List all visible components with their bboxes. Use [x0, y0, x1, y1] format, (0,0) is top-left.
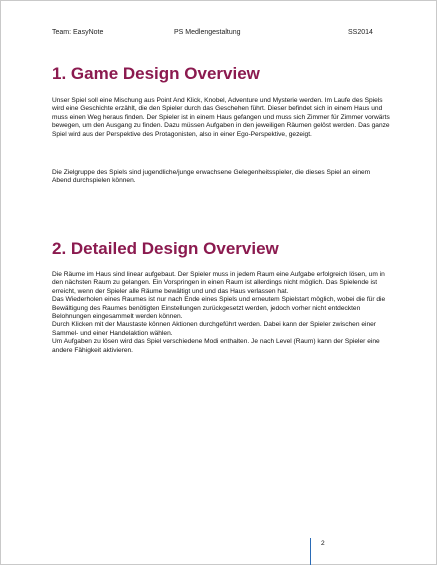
section-2-line-mouse-actions: Durch Klicken mit der Maustaste können Aktionen durchgeführt werden. Dabei kann der Spieler zwischen einer Sammel- und einer Handelaktion wählen.	[52, 321, 377, 337]
page-number: 2	[321, 540, 325, 547]
section-title-detailed-design-overview: 2. Detailed Design Overview	[52, 239, 279, 258]
section-2-line-repeat-room: Das Wiederholen eines Raumes ist nur nach Ende eines Spiels und erneutem Spielstart möglich, wobei die für die Bewältigung des Raumes benötigten Einstellungen zurückgesetzt werden, jedoch vorher nicht entdeckten Belohnungen eingesammelt werden können.	[52, 296, 386, 321]
page-number-divider	[310, 538, 311, 565]
section-title-game-design-overview: 1. Game Design Overview	[52, 64, 260, 83]
header-term: SS2014	[348, 29, 373, 36]
header-team: Team: EasyNote	[52, 29, 104, 36]
section-2-line-modes: Um Aufgaben zu lösen wird das Spiel verschiedene Modi enthalten. Je nach Level (Raum) kann der Spieler eine andere Fähigkeit aktivieren.	[52, 338, 380, 354]
section-1-paragraph-description: Unser Spiel soll eine Mischung aus Point And Klick, Knobel, Adventure und Mysterie werden. Im Laufe des Spiels wird eine Geschichte erzählt, die den Spieler durch das Geschehen führt. Dieser befindet sich in einem Haus und muss einen Weg heraus finden. Der Spieler ist in einem Haus gefangen und muss sich Zimmer für Zimmer vorwärts bewegen, um den Ausgang zu finden. Dazu müssen Aufgaben in den jeweiligen Räumen gelöst werden. Das ganze Spiel wird aus der Perspektive des Protagonisten, also in einer Ego-Perspektive, gezeigt.	[52, 97, 390, 138]
header-course: PS Medlengestaltung	[174, 29, 241, 36]
section-2-line-room-structure: Die Räume im Haus sind linear aufgebaut. Der Spieler muss in jedem Raum eine Aufgabe erfolgreich lösen, um in den nächsten Raum zu gelangen. Ein Vorspringen in einen Raum ist allerdings nicht möglich. Das Spielende ist erreicht, wenn der Spieler alle Räume bewältigt und und das Haus verlassen hat.	[52, 271, 385, 295]
section-2-paragraph	[52, 271, 390, 355]
section-1-paragraph-target-group: Die Zielgruppe des Spiels sind jugendliche/junge erwachsene Gelegenheitsspieler, die dieses Spiel an einem Abend durchspielen können.	[52, 169, 371, 185]
